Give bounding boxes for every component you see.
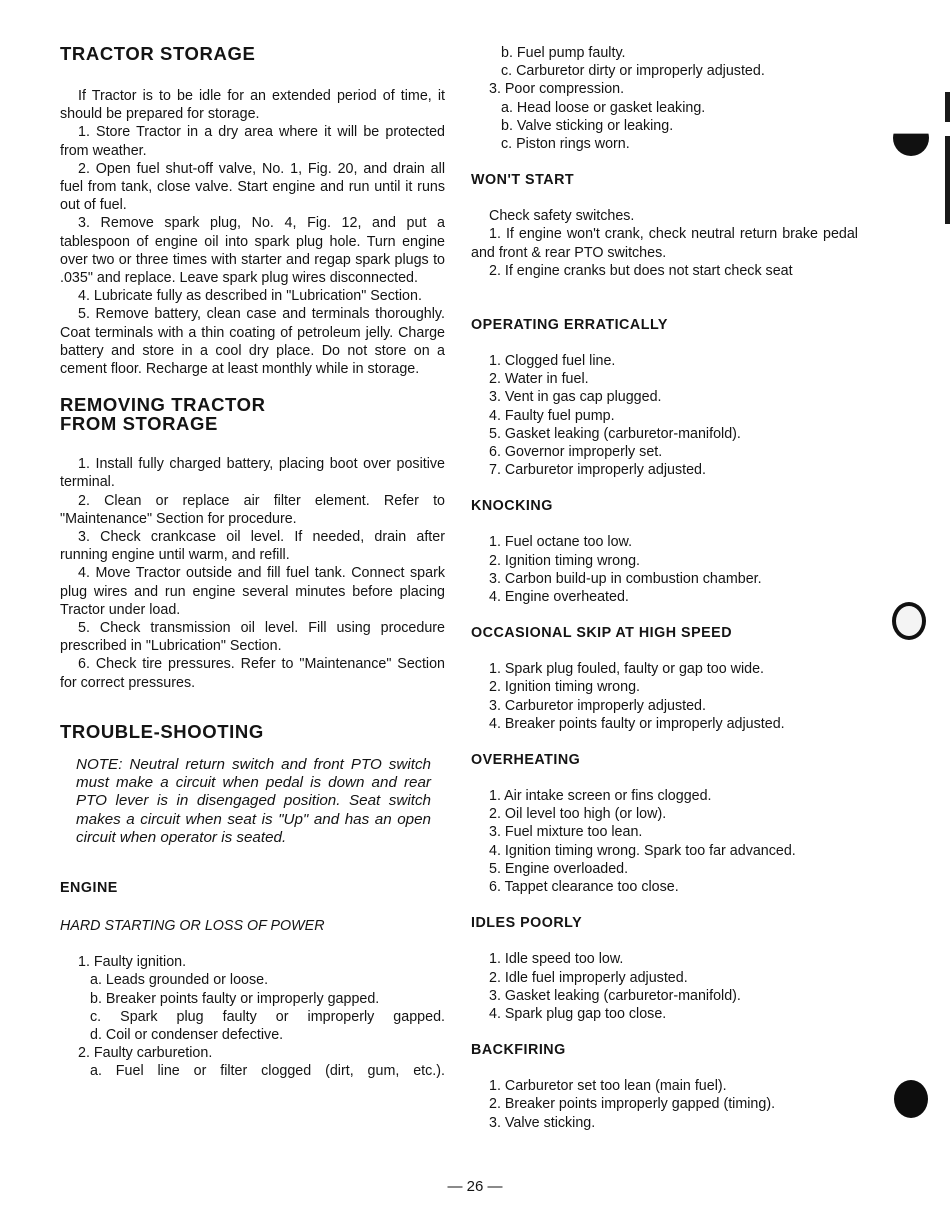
list-item: 3. Poor compression. xyxy=(489,81,625,98)
storage-step: 3. Remove spark plug, No. 4, Fig. 12, and put a tablespoon of engine oil into spark plug hole. Turn engine over two or three times with starter and regap spark plugs to .035" and replace. Leave spark plug wires disconnected. xyxy=(60,215,445,287)
list-item: 3. Gasket leaking (carburetor-manifold). xyxy=(489,987,741,1004)
list-item: 3. Valve sticking. xyxy=(489,1114,596,1131)
list-item: 4. Faulty fuel pump. xyxy=(489,407,615,424)
removing-step: 2. Clean or replace air filter element. Refer to "Maintenance" Section for procedure. xyxy=(60,492,445,527)
storage-step: 4. Lubricate fully as described in "Lubrication" Section. xyxy=(78,288,422,305)
list-item: 4. Engine overheated. xyxy=(489,589,629,606)
left-column xyxy=(60,44,445,1081)
list-item: 3. Fuel mixture too lean. xyxy=(489,824,643,841)
storage-step: 2. Open fuel shut-off valve, No. 1, Fig. 20, and drain all fuel from tank, close valve. Start engine and run until it runs out of fuel. xyxy=(60,160,445,214)
subsection-title-occasional-skip: OCCASIONAL SKIP AT HIGH SPEED xyxy=(471,625,733,642)
list-item: 2. Ignition timing wrong. xyxy=(489,679,640,696)
page-edge-mark xyxy=(945,92,950,122)
list-subitem: a. Head loose or gasket leaking. xyxy=(501,99,706,116)
list-item: 2. Faulty carburetion. xyxy=(78,1045,213,1062)
removing-step: 6. Check tire pressures. Refer to "Maintenance" Section for correct pressures. xyxy=(60,656,445,691)
list-item: 2. Idle fuel improperly adjusted. xyxy=(489,969,688,986)
list-item: 5. Engine overloaded. xyxy=(489,860,629,877)
list-item: 1. Fuel octane too low. xyxy=(489,534,633,551)
page-number: — 26 — xyxy=(447,1178,503,1195)
section-title-line: REMOVING TRACTOR xyxy=(60,394,266,416)
wont-start-item: 2. If engine cranks but does not start check seat xyxy=(489,262,793,279)
list-item: 1. Air intake screen or fins clogged. xyxy=(489,788,712,805)
list-subitem: b. Breaker points faulty or improperly gapped. xyxy=(90,990,380,1007)
storage-intro: If Tractor is to be idle for an extended period of time, it should be prepared for storage. xyxy=(60,88,445,123)
binder-hole-bottom xyxy=(894,1080,928,1118)
subsection-title-engine: ENGINE xyxy=(60,879,118,896)
list-item: 3. Vent in gas cap plugged. xyxy=(489,389,662,406)
storage-step: 5. Remove battery, clean case and terminals thoroughly. Coat terminals with a thin coating of petroleum jelly. Charge battery and store in a cool dry place. Do not store on a cement floor. Recharge at least monthly while in storage. xyxy=(60,306,445,378)
list-subitem: b. Fuel pump faulty. xyxy=(501,45,626,61)
list-subitem: d. Coil or condenser defective. xyxy=(90,1026,284,1043)
wont-start-item: 1. If engine won't crank, check neutral return brake pedal and front & rear PTO switches. xyxy=(471,226,858,261)
removing-step: 3. Check crankcase oil level. If needed, drain after running engine until warm, and refill. xyxy=(60,529,445,564)
wont-start-intro: Check safety switches. xyxy=(489,208,635,225)
subsection-title-overheating: OVERHEATING xyxy=(471,752,581,769)
list-item: 5. Gasket leaking (carburetor-manifold). xyxy=(489,425,741,442)
binder-hole-middle xyxy=(892,602,926,640)
storage-step: 1. Store Tractor in a dry area where it will be protected from weather. xyxy=(60,124,445,159)
list-item: 2. Ignition timing wrong. xyxy=(489,552,640,569)
list-item: 2. Breaker points improperly gapped (timing). xyxy=(489,1096,776,1113)
list-item: 2. Oil level too high (or low). xyxy=(489,806,667,823)
section-title-line: FROM STORAGE xyxy=(60,413,218,435)
list-item: 1. Faulty ignition. xyxy=(78,954,187,971)
list-item: 3. Carbon build-up in combustion chamber. xyxy=(489,570,762,587)
subsection-title-hard-starting: HARD STARTING OR LOSS OF POWER xyxy=(60,917,325,934)
list-item: 6. Governor improperly set. xyxy=(489,444,663,461)
subsection-title-backfiring: BACKFIRING xyxy=(471,1042,566,1059)
list-item: 6. Tappet clearance too close. xyxy=(489,879,679,896)
list-item: 1. Carburetor set too lean (main fuel). xyxy=(489,1078,727,1095)
subsection-title-wont-start: WON'T START xyxy=(471,172,575,189)
list-item: 4. Ignition timing wrong. Spark too far advanced. xyxy=(489,842,796,859)
list-subitem: a. Leads grounded or loose. xyxy=(90,972,269,989)
list-item: 2. Water in fuel. xyxy=(489,371,589,388)
list-subitem: a. Fuel line or filter clogged (dirt, gum, etc.). xyxy=(90,1063,445,1080)
section-title-removing xyxy=(60,395,445,433)
subsection-title-knocking: KNOCKING xyxy=(471,498,553,515)
list-item: 3. Carburetor improperly adjusted. xyxy=(489,697,706,714)
list-subitem: c. Spark plug faulty or improperly gapped. xyxy=(90,1008,445,1025)
list-item: 7. Carburetor improperly adjusted. xyxy=(489,462,706,479)
right-column xyxy=(471,44,858,1132)
list-item: 1. Spark plug fouled, faulty or gap too wide. xyxy=(489,661,764,678)
note-paragraph: NOTE: Neutral return switch and front PTO switch must make a circuit when pedal is down and rear PTO lever is in disengaged position. Seat switch makes a circuit when seat is "Up" and has an open circuit when operator is seated. xyxy=(76,755,431,846)
subsection-title-operating-erratically: OPERATING ERRATICALLY xyxy=(471,317,668,334)
removing-step: 4. Move Tractor outside and fill fuel tank. Connect spark plug wires and run engine several minutes before placing Tractor under load. xyxy=(60,565,445,618)
list-item: 4. Spark plug gap too close. xyxy=(489,1005,667,1022)
list-subitem: b. Valve sticking or leaking. xyxy=(501,117,674,134)
list-item: 1. Clogged fuel line. xyxy=(489,353,616,370)
binder-hole-top xyxy=(893,120,929,156)
section-title-tractor-storage: TRACTOR STORAGE xyxy=(60,43,256,64)
list-item: 4. Breaker points faulty or improperly adjusted. xyxy=(489,715,785,732)
list-subitem: c. Piston rings worn. xyxy=(501,136,630,153)
page-edge-mark xyxy=(945,136,950,224)
list-subitem: c. Carburetor dirty or improperly adjusted. xyxy=(501,63,765,80)
section-title-trouble-shooting: TROUBLE-SHOOTING xyxy=(60,720,264,742)
removing-step: 5. Check transmission oil level. Fill using procedure prescribed in "Lubrication" Section. xyxy=(60,620,445,655)
removing-step: 1. Install fully charged battery, placing boot over positive terminal. xyxy=(60,456,445,491)
subsection-title-idles-poorly: IDLES POORLY xyxy=(471,915,583,932)
list-item: 1. Idle speed too low. xyxy=(489,951,624,968)
